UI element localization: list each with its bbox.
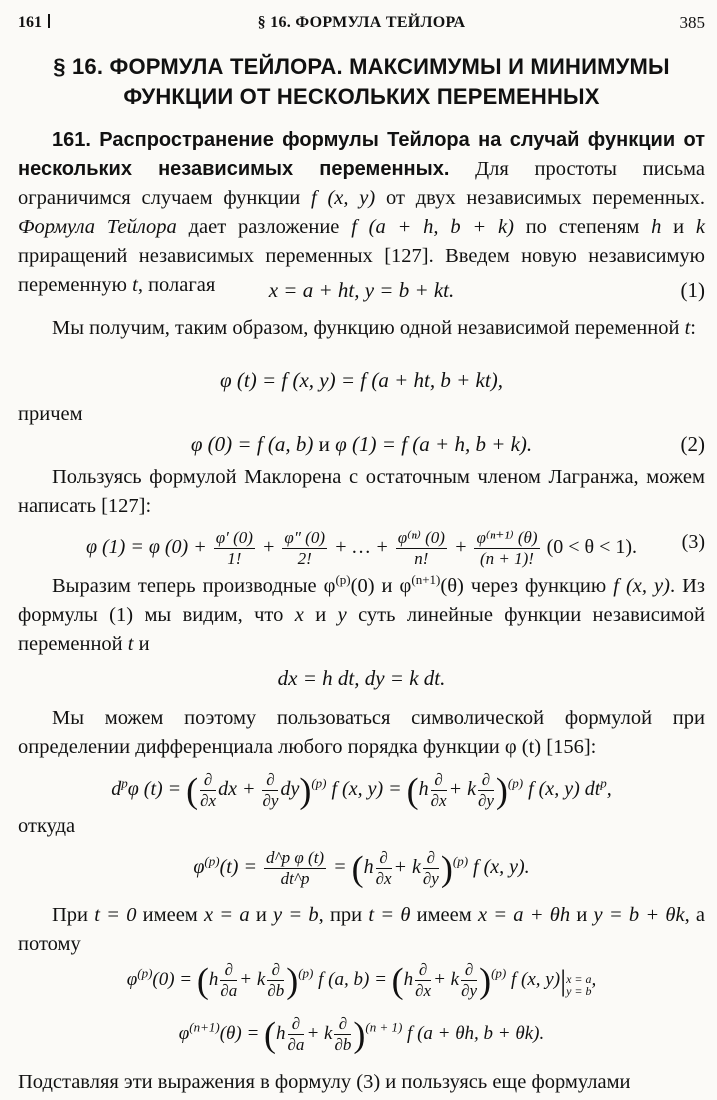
paragraph-derivatives: Выразим теперь производные $\varphi^{(p)}(0)$ и $\varphi^{(n+1)}(\theta)$ через функцию f (x, y). Из формулы (1) мы видим, что x и y суть линейные функции независимой переменной t и xyxy=(18,572,705,655)
paragraph-otkuda: откуда xyxy=(18,815,76,837)
fraction: $\frac{\text{φ⁽ⁿ⁾ (0)}}{n!}$ xyxy=(397,528,445,568)
equation-phi-p-zero: $\varphi^{(p)}(0) = (h$ $\frac{\partial}{\partial a}$ + k $\frac{\partial}{\partial b}$ )$^{(p)}$ f (a, b) = (h $\frac{\partial}{\partial x}$ + k $\frac{\partial}{\partial y}$ )$^{(p)}$ f (x, y)|x = a y = b, xyxy=(126,960,597,1001)
equation-number: (1) xyxy=(680,278,705,302)
fraction: $\frac{\varphi' (0)}{1!}$ xyxy=(215,528,253,568)
equation-phi-definition: φ (t) = f (x, y) = f (a + ht, b + kt), xyxy=(220,368,503,392)
page-number-left: 161 xyxy=(18,8,50,37)
chapter-title-line-1: § 16. ФОРМУЛА ТЕЙЛОРА. МАКСИМУМЫ И МИНИМУМЫ xyxy=(53,54,670,79)
paragraph-last-line: Подставляя эти выражения в формулу (3) и пользуясь еще формулами xyxy=(18,1071,631,1093)
equation-2: φ (0) = f (a, b) и φ (1) = f (a + h, b + k). (2) xyxy=(18,430,705,459)
equation-number: (2) xyxy=(680,432,705,456)
chapter-title-line-2: ФУНКЦИИ ОТ НЕСКОЛЬКИХ ПЕРЕМЕННЫХ xyxy=(123,84,600,109)
chapter-title xyxy=(18,52,705,112)
equation-number: (3) xyxy=(681,531,705,553)
running-title: § 16. ФОРМУЛА ТЕЙЛОРА xyxy=(257,14,466,31)
equation-phi-p: $\varphi^{(p)}(t)$ = $\frac{\text{d\textasciicircum{}p φ (t)}}{dt\^{}p}$ = (h $\frac{\partial}{\partial x}$ + k $\frac{\partial}{\partial y}$ )$^{(p)}$ f (x, y). xyxy=(193,848,530,889)
paragraph-substitution: При t = 0 имеем x = a и y = b, при t = θ имеем x = a + θh и y = b + θk, а потому xyxy=(18,904,706,955)
equation-dp-phi: $d^p\varphi$ (t) = ( $\frac{\partial}{\partial x}$ dx + $\frac{\partial}{\partial y}$ dy)$^{(p)}$ f (x, y) = (h $\frac{\partial}{\partial x}$ + k $\frac{\partial}{\partial y}$ )$^{(p)}$ f (x, y) $dt^p$, xyxy=(111,770,612,811)
equation-3: φ (1) = φ (0) + $\frac{\varphi' (0)}{1!}$ + $\frac{\varphi'' (0)}{2!}$ + … + $\frac{\text{φ⁽ⁿ⁾ (0)}}{n!}$ + $\frac{\text{φ⁽ⁿ⁺¹⁾ (θ)}}{(n + 1)!}$ (0 < θ < 1). (3) xyxy=(85,528,705,568)
equation-phi-n-plus-1: $\varphi^{(n+1)}(\theta) = (h$ $\frac{\partial}{\partial a}$ + k $\frac{\partial}{\partial b}$ )$^{(n + 1)}$ f (a + θh, b + θk). xyxy=(178,1014,545,1055)
paragraph-prichem: причем xyxy=(18,403,83,425)
section-heading: 161. Распространение формулы Тейлора на случай функции от нескольких независимых переменных. xyxy=(18,129,705,180)
paragraph-maclaurin: Пользуясь формулой Маклорена с остаточным членом Лагранжа, можем написать [127]: xyxy=(18,466,705,517)
paragraph-function-one-variable: Мы получим, таким образом, функцию одной независимой переменной t: xyxy=(52,317,696,339)
equation-1: x = a + ht, y = b + kt. (1) xyxy=(18,276,705,305)
fraction: $\frac{\text{φ⁽ⁿ⁺¹⁾ (θ)}}{(n + 1)!}$ xyxy=(476,528,538,568)
running-header xyxy=(18,8,705,34)
equation-differentials: dx = h dt, dy = k dt. xyxy=(277,666,446,690)
section-161-paragraph: 161. Распространение формулы Тейлора на случай функции от нескольких независимых переменных. Для простоты письма ограничимся случаем функции f (x, y) от двух независимых переменных. Формула Тейлора дает разложение f (a + h, b + k) по степеням h и k приращений независимых переменных [127]. Введем новую независимую переменную t, полагая xyxy=(18,129,706,296)
page-number-right: 385 xyxy=(679,13,705,32)
paragraph-symbolic-formula: Мы можем поэтому пользоваться символической формулой при определении дифференциала любого порядка функции φ (t) [156]: xyxy=(18,707,705,758)
fraction: $\frac{\varphi'' (0)}{2!}$ xyxy=(284,528,325,568)
